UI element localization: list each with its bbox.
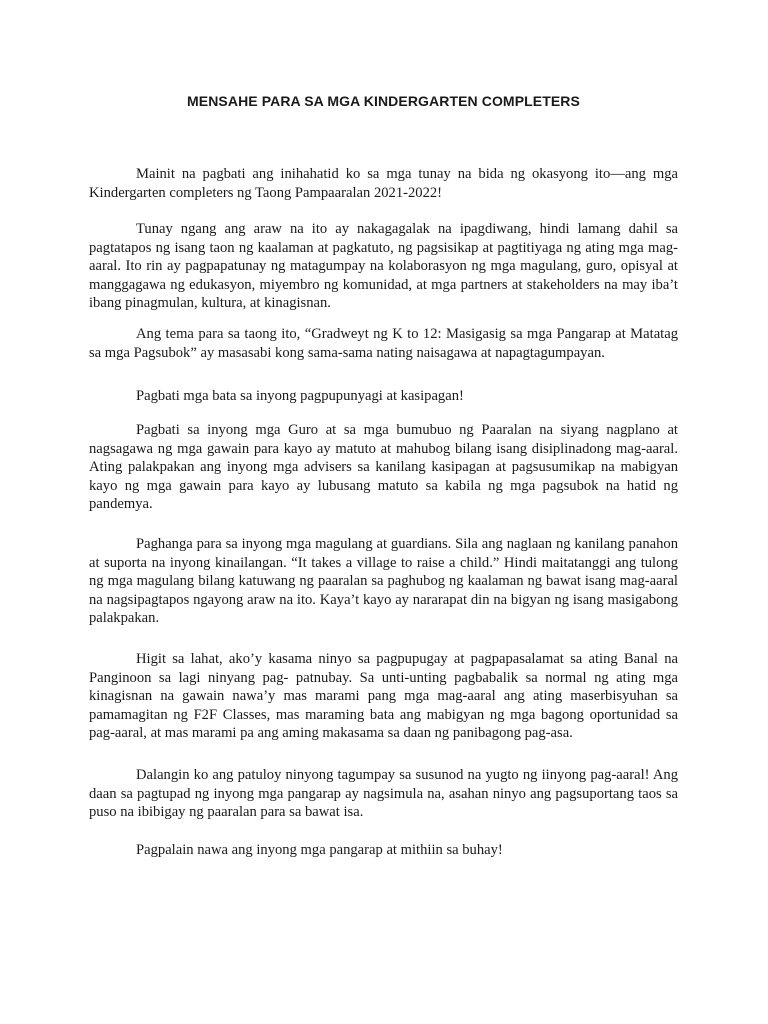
- paragraph-parents: Paghanga para sa inyong mga magulang at guardians. Sila ang naglaan ng kanilang panahon at suporta na inyong kinailangan. “It takes a village to raise a child.” Hindi maitatanggi ang tulong ng mga magulang bilang katuwang ng paaralan sa paghubog ng kaalaman ng bawat isang mag-aaral na nagsipagtapos ngayong araw na ito. Kaya’t kayo ay nararapat din na bigyan ng isang masigabong palakpakan.: [89, 536, 678, 627]
- paragraph-prayer: Dalangin ko ang patuloy ninyong tagumpay sa susunod na yugto ng iinyong pag-aaral! Ang daan sa pagtupad ng inyong mga pangarap ay nagsimula na, asahan ninyo ang pagsuportang taos sa puso na ibibigay ng paaralan para sa bawat isa.: [89, 767, 678, 821]
- paragraph-theme: Ang tema para sa taong ito, “Gradweyt ng K to 12: Masigasig sa mga Pangarap at Matatag sa mga Pagsubok” ay masasabi kong sama-sama nating naisagawa at napagtagumpayan.: [89, 326, 678, 361]
- paragraph-celebration: Tunay ngang ang araw na ito ay nakagagalak na ipagdiwang, hindi lamang dahil sa pagtatapos ng isang taon ng kaalaman at pagkatuto, ng pagsisikap at pagtitiyaga ng ating mga mag-aaral. Ito rin ay pagpapatunay ng matagumpay na kolaborasyon ng mga magulang, guro, opisyal at manggagawa ng edukasyon, miyembro ng komunidad, at mga partners at stakeholders na may iba’t ibang pinagmulan, kultura, at kinagisnan.: [89, 221, 678, 312]
- paragraph-greeting: Mainit na pagbati ang inihahatid ko sa mga tunay na bida ng okasyong ito—ang mga Kindergarten completers ng Taong Pampaaralan 2021-2022!: [89, 166, 678, 201]
- paragraph-children-greeting: Pagbati mga bata sa inyong pagpupunyagi at kasipagan!: [136, 388, 464, 404]
- paragraph-blessing: Pagpalain nawa ang inyong mga pangarap at mithiin sa buhay!: [136, 842, 503, 858]
- document-title: MENSAHE PARA SA MGA KINDERGARTEN COMPLETERS: [187, 93, 580, 109]
- paragraph-gratitude: Higit sa lahat, ako’y kasama ninyo sa pagpupugay at pagpapasalamat sa ating Banal na Panginoon sa lagi ninyang pag- patnubay. Sa unti-unting pagbabalik sa normal ng ating mga kinagisnan na gawain nawa’y mas marami pang mga mag-aaral ang ating maserbisyuhan sa pamamagitan ng F2F Classes, mas maraming bata ang mabigyan ng mga bagong oportunidad sa pag-aaral, at mas marami pa ang aming makasama sa daan ng panibagong pag-asa.: [89, 651, 678, 742]
- paragraph-teachers: Pagbati sa inyong mga Guro at sa mga bumubuo ng Paaralan na siyang nagplano at nagsagawa ng mga gawain para kayo ay matuto at mahubog bilang isang disiplinadong mag-aaral. Ating palakpakan ang inyong mga advisers sa kanilang kasipagan at pagsusumikap na mabigyan kayo ng mga gawain para kayo ay lubusang matuto sa kabila ng mga pagsubok na hatid ng pandemya.: [89, 422, 678, 513]
